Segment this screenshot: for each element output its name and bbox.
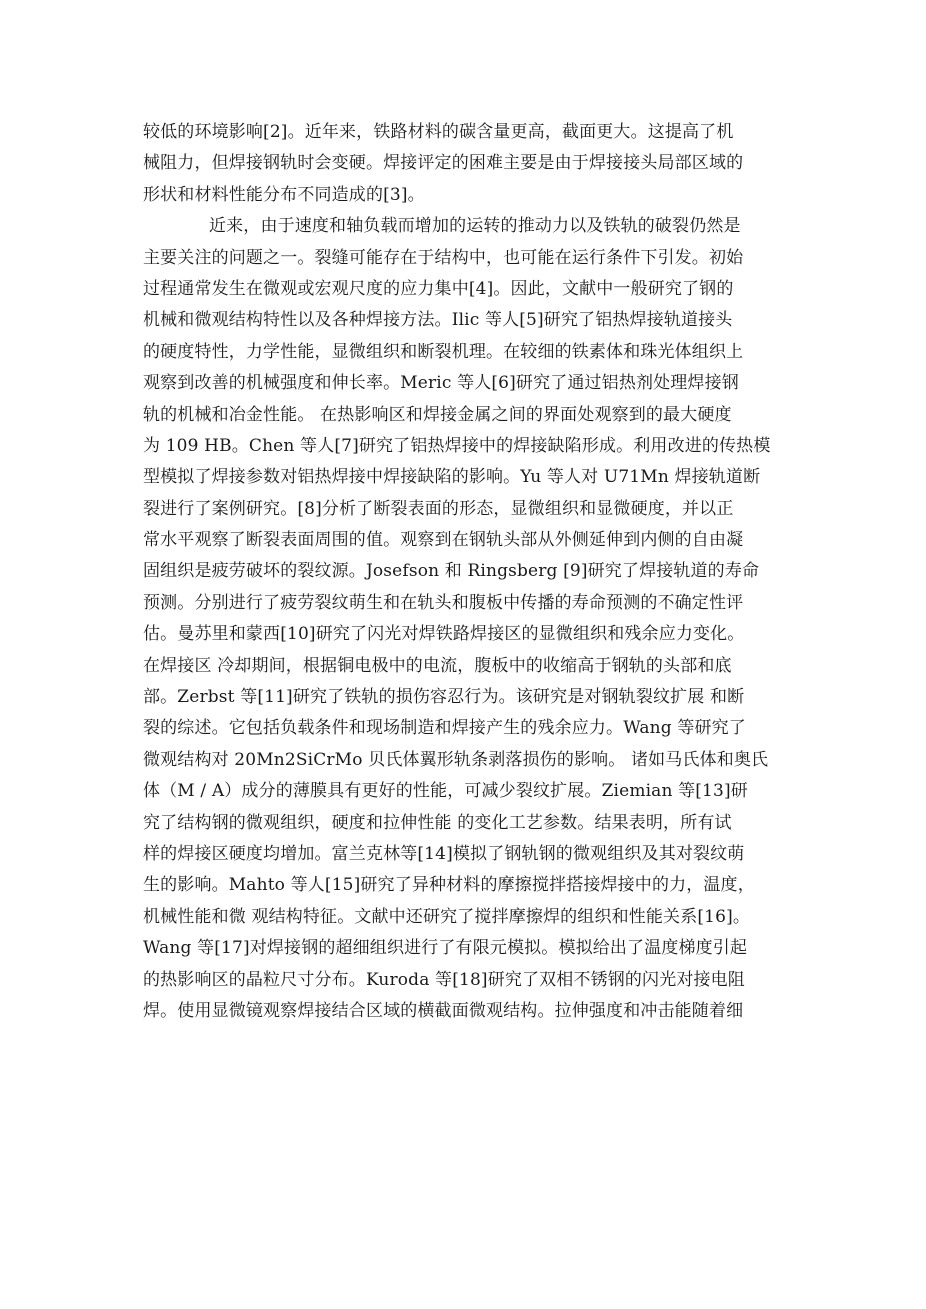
- text-line: Wang 等[17]对焊接钢的超细组织进行了有限元模拟。模拟给出了温度梯度引起: [143, 938, 748, 959]
- text-line: 过程通常发生在微观或宏观尺度的应力集中[4]。因此，文献中一般研究了钢的: [143, 278, 734, 299]
- text-line: 固组织是疲劳破坏的裂纹源。Josefson 和 Ringsberg [9]研究了焊接轨道的寿命: [143, 561, 760, 582]
- text-line: 机械和微观结构特性以及各种焊接方法。Ilic 等人[5]研究了铝热焊接轨道接头: [143, 310, 733, 331]
- body-text: [143, 117, 788, 1027]
- text-line: 生的影响。Mahto 等人[15]研究了异种材料的摩擦搅拌搭接焊接中的力，温度，: [143, 875, 755, 896]
- text-line: 较低的环境影响[2]。近年来，铁路材料的碳含量更高，截面更大。这提高了机: [143, 122, 734, 142]
- text-line: 在焊接区 冷却期间，根据铜电极中的电流，腹板中的收缩高于钢轨的头部和底: [143, 655, 732, 676]
- text-line: 为 109 HB。Chen 等人[7]研究了铝热焊接中的焊接缺陷形成。利用改进的传热模: [143, 435, 771, 456]
- text-line: 的热影响区的晶粒尺寸分布。Kuroda 等[18]研究了双相不锈钢的闪光对接电阻: [143, 969, 745, 990]
- text-line: 体（M / A）成分的薄膜具有更好的性能，可减少裂纹扩展。Ziemian 等[13]研: [143, 781, 748, 802]
- text-line: 形状和材料性能分布不同造成的[3]。: [143, 184, 425, 205]
- text-line: 轨的机械和冶金性能。 在热影响区和焊接金属之间的界面处观察到的最大硬度: [143, 404, 732, 425]
- text-line: 近来，由于速度和轴负载而增加的运转的推动力以及铁轨的破裂仍然是: [209, 216, 741, 237]
- text-line: 究了结构钢的微观组织，硬度和拉伸性能 的变化工艺参数。结果表明，所有试: [143, 812, 732, 833]
- text-line: 主要关注的问题之一。裂缝可能存在于结构中，也可能在运行条件下引发。初始: [143, 247, 744, 268]
- text-line: 预测。分别进行了疲劳裂纹萌生和在轨头和腹板中传播的寿命预测的不确定性评: [143, 592, 744, 613]
- text-line: 机械性能和微 观结构特征。文献中还研究了搅拌摩擦焊的组织和性能关系[16]。: [143, 906, 750, 927]
- text-line: 微观结构对 20Mn2SiCrMo 贝氏体翼形轨条剥落损伤的影响。 诸如马氏体和奥氏: [143, 749, 769, 770]
- text-line: 估。曼苏里和蒙西[10]研究了闪光对焊铁路焊接区的显微组织和残余应力变化。: [143, 624, 745, 645]
- text-line: 部。Zerbst 等[11]研究了铁轨的损伤容忍行为。该研究是对钢轨裂纹扩展 和断: [143, 687, 745, 708]
- text-line: 观察到改善的机械强度和伸长率。Meric 等人[6]研究了通过铝热剂处理焊接钢: [143, 373, 739, 394]
- text-line: 样的焊接区硬度均增加。富兰克林等[14]模拟了钢轨钢的微观组织及其对裂纹萌: [143, 843, 745, 864]
- text-line: 的硬度特性，力学性能，显微组织和断裂机理。在较细的铁素体和珠光体组织上: [143, 341, 744, 362]
- paragraph-2: [143, 211, 788, 1027]
- text-line: 裂的综述。它包括负载条件和现场制造和焊接产生的残余应力。Wang 等研究了: [143, 718, 746, 739]
- text-line: 裂进行了案例研究。[8]分析了断裂表面的形态，显微组织和显微硬度，并以正: [143, 498, 734, 519]
- text-line: 焊。使用显微镜观察焊接结合区域的横截面微观结构。拉伸强度和冲击能随着细: [143, 1000, 744, 1021]
- paragraph-1: [143, 117, 788, 211]
- text-line: 常水平观察了断裂表面周围的值。观察到在钢轨头部从外侧延伸到内侧的自由凝: [143, 530, 744, 551]
- text-line: 械阻力，但焊接钢轨时会变硬。焊接评定的困难主要是由于焊接接头局部区域的: [143, 153, 744, 174]
- text-line: 型模拟了焊接参数对铝热焊接中焊接缺陷的影响。Yu 等人对 U71Mn 焊接轨道断: [143, 467, 761, 488]
